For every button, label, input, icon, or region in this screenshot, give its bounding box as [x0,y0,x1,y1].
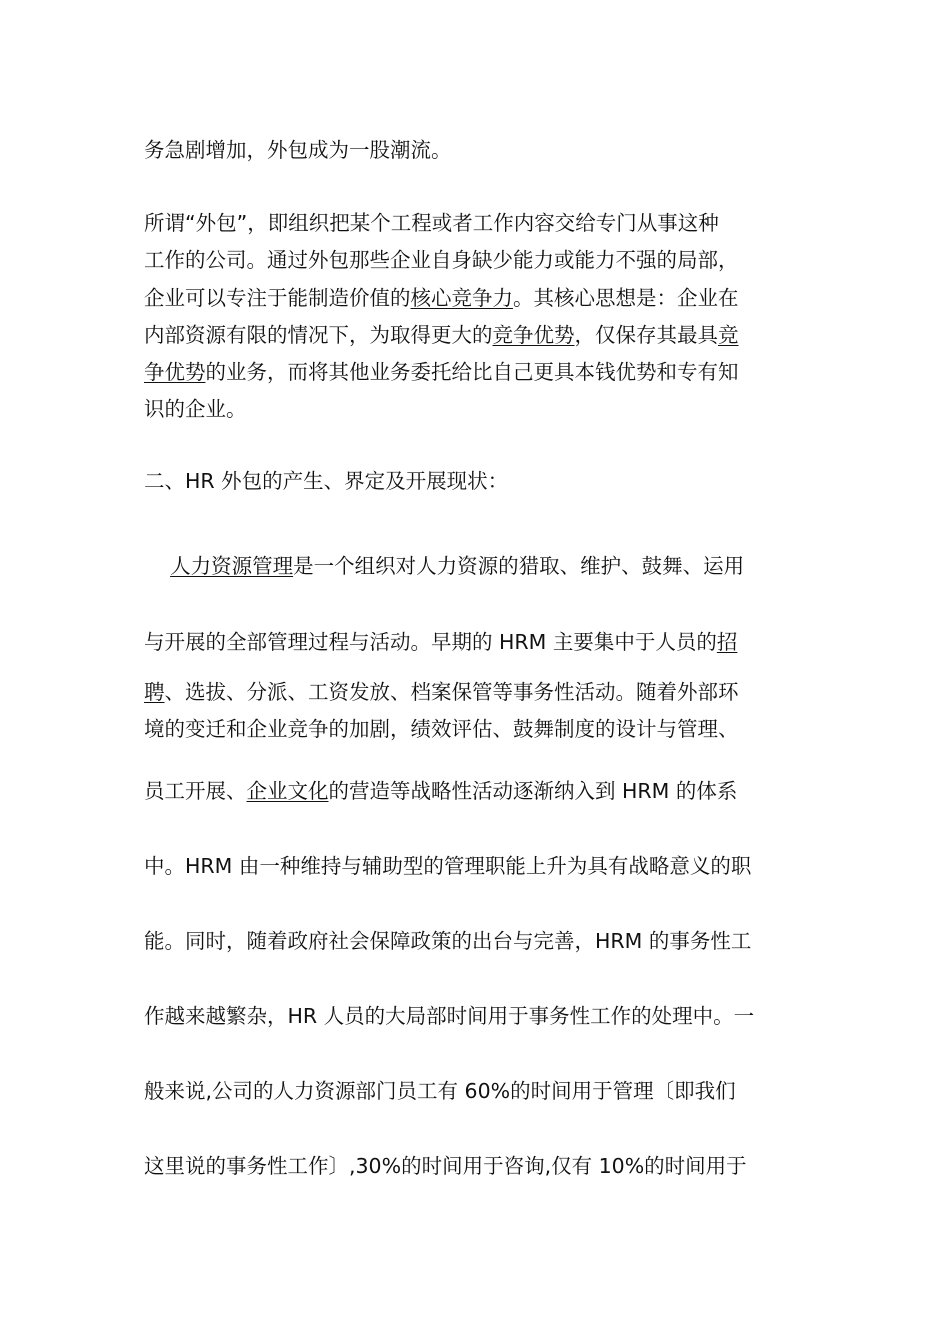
link-core-competence[interactable]: 核心竞争力 [410,286,513,310]
text-run: 所谓“外包”，即组织把某个工程或者工作内容交给专门从事这种 [144,211,719,235]
text-line [144,556,744,577]
text-run: 是一个组织对人力资源的猎取、维护、鼓舞、运用 [293,554,745,578]
text-line [144,250,739,271]
text-run: 作越来越繁杂，HR 人员的大局部时间用于事务性工作的处理中。一 [144,1004,755,1028]
text-line [144,632,737,653]
link-competitive-advantage[interactable]: 竞争优势 [492,323,575,347]
text-line [144,140,452,161]
text-line [144,362,739,383]
link-competitive-advantage[interactable]: 争优势 [144,360,206,384]
text-line [144,288,739,309]
section-heading [144,471,508,492]
text-run: 的业务，而将其他业务委托给比自己更具本钱优势和专有知 [205,360,739,384]
text-line [144,1156,747,1177]
text-line [144,931,751,952]
text-run: 般来说,公司的人力资源部门员工有 60%的时间用于管理〔即我们 [144,1079,736,1103]
text-run: 务急剧增加，外包成为一股潮流。 [144,138,452,162]
text-line [144,682,739,703]
text-run: ，仅保存其最具 [574,323,718,347]
text-run: 工作的公司。通过外包那些企业自身缺少能力或能力不强的局部， [144,248,739,272]
text-run: 内部资源有限的情况下，为取得更大的 [144,323,493,347]
link-recruitment[interactable]: 聘 [144,680,165,704]
text-run: 中。HRM 由一种维持与辅助型的管理职能上升为具有战略意义的职 [144,854,752,878]
text-line [144,719,739,740]
text-line [144,213,719,234]
text-run: 、选拔、分派、工资发放、档案保管等事务性活动。随着外部环 [164,680,739,704]
text-run: 能。同时，随着政府社会保障政策的出台与完善，HRM 的事务性工 [144,929,752,953]
link-corporate-culture[interactable]: 企业文化 [246,779,329,803]
text-line [144,781,737,802]
text-line [144,325,739,346]
text-run: 的营造等战略性活动逐渐纳入到 HRM 的体系 [328,779,738,803]
text-line [144,1081,736,1102]
link-recruitment[interactable]: 招 [716,630,738,654]
text-run: 识的企业。 [144,397,247,421]
text-run: 。其核心思想是：企业在 [513,286,739,310]
link-human-resource-management[interactable]: 人力资源管理 [170,554,294,578]
text-run: 企业可以专注于能制造价值的 [144,286,411,310]
text-run: 与开展的全部管理过程与活动。早期的 HRM 主要集中于人员的 [144,630,717,654]
text-run: 境的变迁和企业竞争的加剧，绩效评估、鼓舞制度的设计与管理、 [144,717,739,741]
text-line [144,1006,754,1027]
text-run: 二、HR 外包的产生、界定及开展现状： [144,469,509,493]
text-run: 这里说的事务性工作〕,30%的时间用于咨询,仅有 10%的时间用于 [144,1154,747,1178]
link-competitive-advantage[interactable]: 竞 [718,323,739,347]
text-run: 员工开展、 [144,779,247,803]
text-line [144,399,247,420]
indent [144,554,170,578]
text-line [144,856,751,877]
